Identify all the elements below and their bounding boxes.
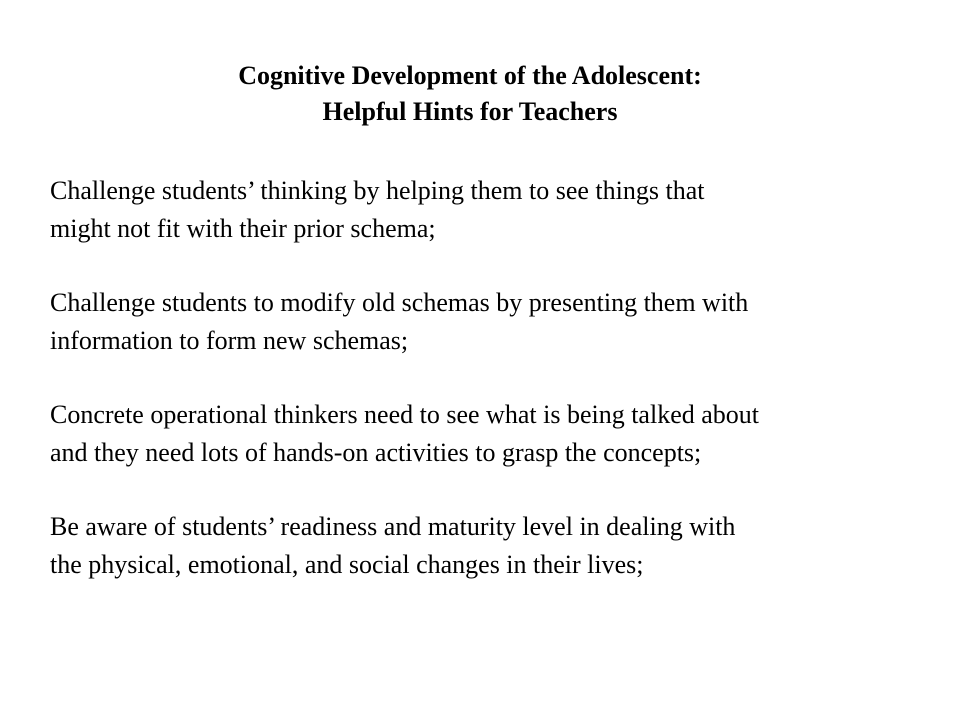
hint-paragraph-3: [50, 396, 930, 472]
hint-3-line-2: and they need lots of hands-on activities to grasp the concepts;: [50, 438, 702, 467]
hint-1-line-2: might not fit with their prior schema;: [50, 214, 436, 243]
hint-paragraph-2: [50, 284, 930, 360]
hint-2-line-1: Challenge students to modify old schemas by presenting them with: [50, 288, 749, 317]
hint-paragraph-1: [50, 172, 930, 248]
hint-2-line-2: information to form new schemas;: [50, 326, 409, 355]
title-line-1: Cognitive Development of the Adolescent:: [238, 61, 702, 90]
hint-4-line-1: Be aware of students’ readiness and maturity level in dealing with: [50, 512, 736, 541]
hint-paragraph-4: [50, 508, 930, 584]
hint-4-line-2: the physical, emotional, and social changes in their lives;: [50, 550, 644, 579]
slide-body: [50, 172, 930, 620]
hint-1-line-1: Challenge students’ thinking by helping them to see things that: [50, 176, 705, 205]
slide-title: [60, 58, 880, 130]
hint-3-line-1: Concrete operational thinkers need to see what is being talked about: [50, 400, 759, 429]
title-line-2: Helpful Hints for Teachers: [322, 97, 618, 126]
